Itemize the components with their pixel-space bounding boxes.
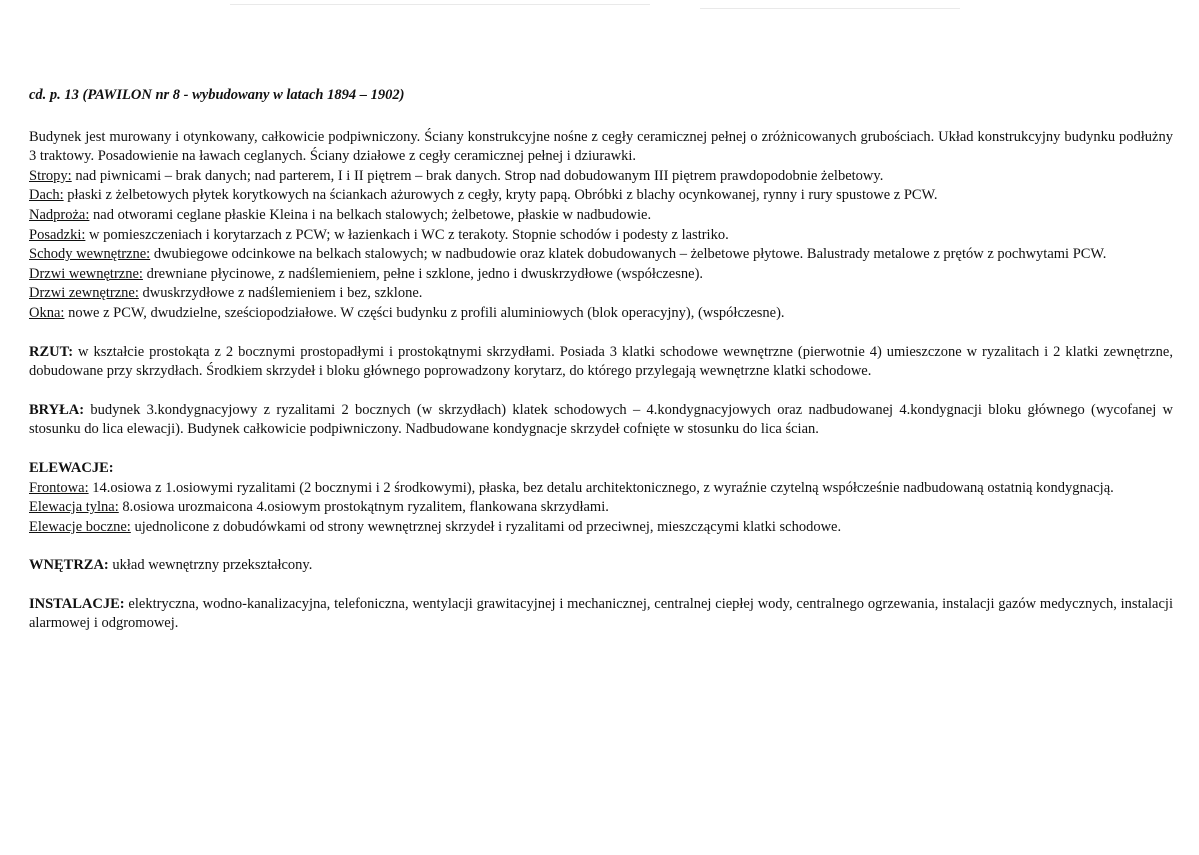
label-stropy: Stropy:: [29, 167, 72, 184]
label-drzwi-zewnetrzne: Drzwi zewnętrzne:: [29, 285, 139, 302]
label-nadproza: Nadproża:: [29, 206, 90, 223]
paragraph-posadzki: Posadzki: w pomieszczeniach i korytarzach z PCW; w łazienkach i WC z terakoty. Stopnie schodów i podesty z lastriko.: [29, 226, 729, 243]
label-instalacje: INSTALACJE:: [29, 595, 125, 612]
label-frontowa: Frontowa:: [29, 479, 89, 496]
label-okna: Okna:: [29, 304, 65, 321]
section-heading: cd. p. 13 (PAWILON nr 8 - wybudowany w latach 1894 – 1902): [29, 87, 405, 103]
label-rzut: RZUT:: [29, 343, 74, 360]
paragraph-construction: Budynek jest murowany i otynkowany, całkowicie podpiwniczony. Ściany konstrukcyjne nośne z cegły ceramicznej pełnej o zróżnicowanych grubościach. Układ konstrukcyjny budynku podłużny 3 traktowy. Posadowienie na ławach ceglanych. Ściany działowe z cegły ceramicznej pełnej i dziurawki.: [29, 128, 1173, 165]
paragraph-wnetrza: WNĘTRZA: układ wewnętrzny przekształcony.: [29, 557, 313, 574]
paragraph-elewacja-frontowa: Frontowa: 14.osiowa z 1.osiowymi ryzalitami (2 bocznymi i 2 środkowymi), płaska, bez detalu architektonicznego, z wyraźnie czytelną współcześnie nadbudowaną ostatnią kondygnacją.: [29, 479, 1114, 496]
label-dach: Dach:: [29, 187, 64, 204]
label-bryla: BRYŁA:: [29, 401, 85, 418]
paragraph-dach: Dach: płaski z żelbetowych płytek korytkowych na ściankach ażurowych z cegły, kryty papą. Obróbki z blachy ocynkowanej, rynny i rury spustowe z PCW.: [29, 187, 938, 204]
scan-artifact: [230, 4, 650, 5]
document-body: [29, 86, 1173, 634]
label-wnetrza: WNĘTRZA:: [29, 557, 109, 574]
paragraph-bryla: BRYŁA: budynek 3.kondygnacyjowy z ryzalitami 2 bocznych (w skrzydłach) klatek schodowych – 4.kondygnacyjowych oraz nadbudowanej 4.kondygnacji bloku głównego (wycofanej w stosunku do lica elewacji). Budynek całkowicie podpiwniczony. Nadbudowane kondygnacje skrzydeł cofnięte w stosunku do lica ścian.: [29, 401, 1173, 438]
paragraph-schody: Schody wewnętrzne: dwubiegowe odcinkowe na belkach stalowych; w nadbudowie oraz klatek dobudowanych – żelbetowe płytowe. Balustrady metalowe z prętów z pochwytami PCW.: [29, 246, 1107, 263]
label-schody: Schody wewnętrzne:: [29, 246, 151, 263]
elewacje-section: [29, 459, 1173, 537]
label-elewacje-boczne: Elewacje boczne:: [29, 518, 131, 535]
paragraph-okna: Okna: nowe z PCW, dwudzielne, sześciopodziałowe. W części budynku z profili aluminiowych (blok operacyjny), (współczesne).: [29, 304, 785, 321]
paragraph-rzut: RZUT: w kształcie prostokąta z 2 bocznymi prostopadłymi i prostokątnymi skrzydłami. Posiada 3 klatki schodowe wewnętrzne (pierwotnie 4) umieszczone w ryzalitach i 2 klatki zewnętrzne, dobudowane przy skrzydłach. Środkiem skrzydeł i bloku głównego poprowadzony korytarz, do którego przylegają wewnętrzne klatki schodowe.: [29, 343, 1173, 380]
label-drzwi-wewnetrzne: Drzwi wewnętrzne:: [29, 265, 143, 282]
paragraph-elewacje-boczne: Elewacje boczne: ujednolicone z dobudówkami od strony wewnętrznej skrzydeł i ryzalitami od przeciwnej, mieszczącymi klatki schodowe.: [29, 518, 842, 535]
label-posadzki: Posadzki:: [29, 226, 86, 243]
paragraph-elewacja-tylna: Elewacja tylna: 8.osiowa urozmaicona 4.osiowym prostokątnym ryzalitem, flankowana skrzydłami.: [29, 499, 609, 516]
paragraph-stropy: Stropy: nad piwnicami – brak danych; nad parterem, I i II piętrem – brak danych. Strop nad dobudowanym III piętrem prawdopodobnie żelbetowy.: [29, 167, 884, 184]
paragraph-drzwi-zewnetrzne: Drzwi zewnętrzne: dwuskrzydłowe z nadślemieniem i bez, szklone.: [29, 285, 423, 302]
paragraph-nadproza: Nadproża: nad otworami ceglane płaskie Kleina i na belkach stalowych; żelbetowe, płaskie w nadbudowie.: [29, 206, 652, 223]
elewacje-title: ELEWACJE:: [29, 459, 114, 476]
scan-artifact: [700, 8, 960, 9]
paragraph-instalacje: INSTALACJE: elektryczna, wodno-kanalizacyjna, telefoniczna, wentylacji grawitacyjnej i mechanicznej, centralnej ciepłej wody, centralnego ogrzewania, instalacji gazów medycznych, instalacji alarmowej i odgromowej.: [29, 595, 1173, 632]
label-elewacja-tylna: Elewacja tylna:: [29, 499, 119, 516]
general-description: [29, 128, 1173, 324]
paragraph-drzwi-wewnetrzne: Drzwi wewnętrzne: drewniane płycinowe, z nadślemieniem, pełne i szklone, jedno i dwuskrzydłowe (współczesne).: [29, 265, 704, 282]
